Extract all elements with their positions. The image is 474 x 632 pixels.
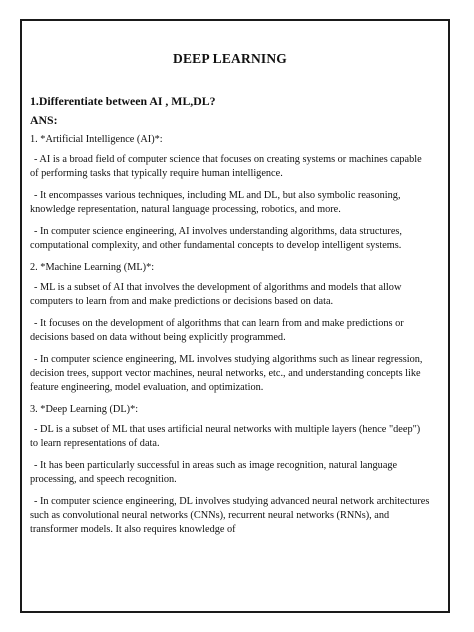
bullet-paragraph: - ML is a subset of AI that involves the development of algorithms and models that allow computers to learn from and make predictions or decisions based on data. xyxy=(30,282,402,307)
answer-label: ANS: xyxy=(30,113,58,127)
section-heading: 1. *Artificial Intelligence (AI)*: xyxy=(30,134,163,145)
question-heading: 1.Differentiate between AI , ML,DL? xyxy=(30,94,216,108)
section-heading: 3. *Deep Learning (DL)*: xyxy=(30,404,139,415)
bullet-paragraph: - In computer science engineering, AI involves understanding algorithms, data structures, computational complexity, and other fundamental concepts to develop intelligent systems. xyxy=(30,226,403,251)
section-ai xyxy=(30,133,430,253)
bullet-paragraph: - In computer science engineering, DL involves studying advanced neural network architectures such as convolutional neural networks (CNNs), recurrent neural networks (RNNs), and transformer models. It also requires knowledge of xyxy=(30,496,430,535)
section-heading: 2. *Machine Learning (ML)*: xyxy=(30,262,155,273)
bullet-paragraph: - AI is a broad field of computer science that focuses on creating systems or machines capable of performing tasks that typically require human intelligence. xyxy=(30,154,422,179)
page-title: DEEP LEARNING xyxy=(173,51,287,66)
section-dl xyxy=(30,403,430,537)
section-ml xyxy=(30,261,430,395)
bullet-paragraph: - In computer science engineering, ML involves studying algorithms such as linear regression, decision trees, support vector machines, neural networks, etc., and understanding concepts like feature engineering, model evaluation, and optimization. xyxy=(30,354,423,393)
bullet-paragraph: - It has been particularly successful in areas such as image recognition, natural language processing, and speech recognition. xyxy=(30,460,398,485)
bullet-paragraph: - DL is a subset of ML that uses artificial neural networks with multiple layers (hence "deep") to learn representations of data. xyxy=(30,424,421,449)
bullet-paragraph: - It focuses on the development of algorithms that can learn from and make predictions or decisions based on data without being explicitly programmed. xyxy=(30,318,404,343)
bullet-paragraph: - It encompasses various techniques, including ML and DL, but also symbolic reasoning, knowledge representation, natural language processing, robotics, and more. xyxy=(30,190,401,215)
document-body xyxy=(30,52,430,545)
